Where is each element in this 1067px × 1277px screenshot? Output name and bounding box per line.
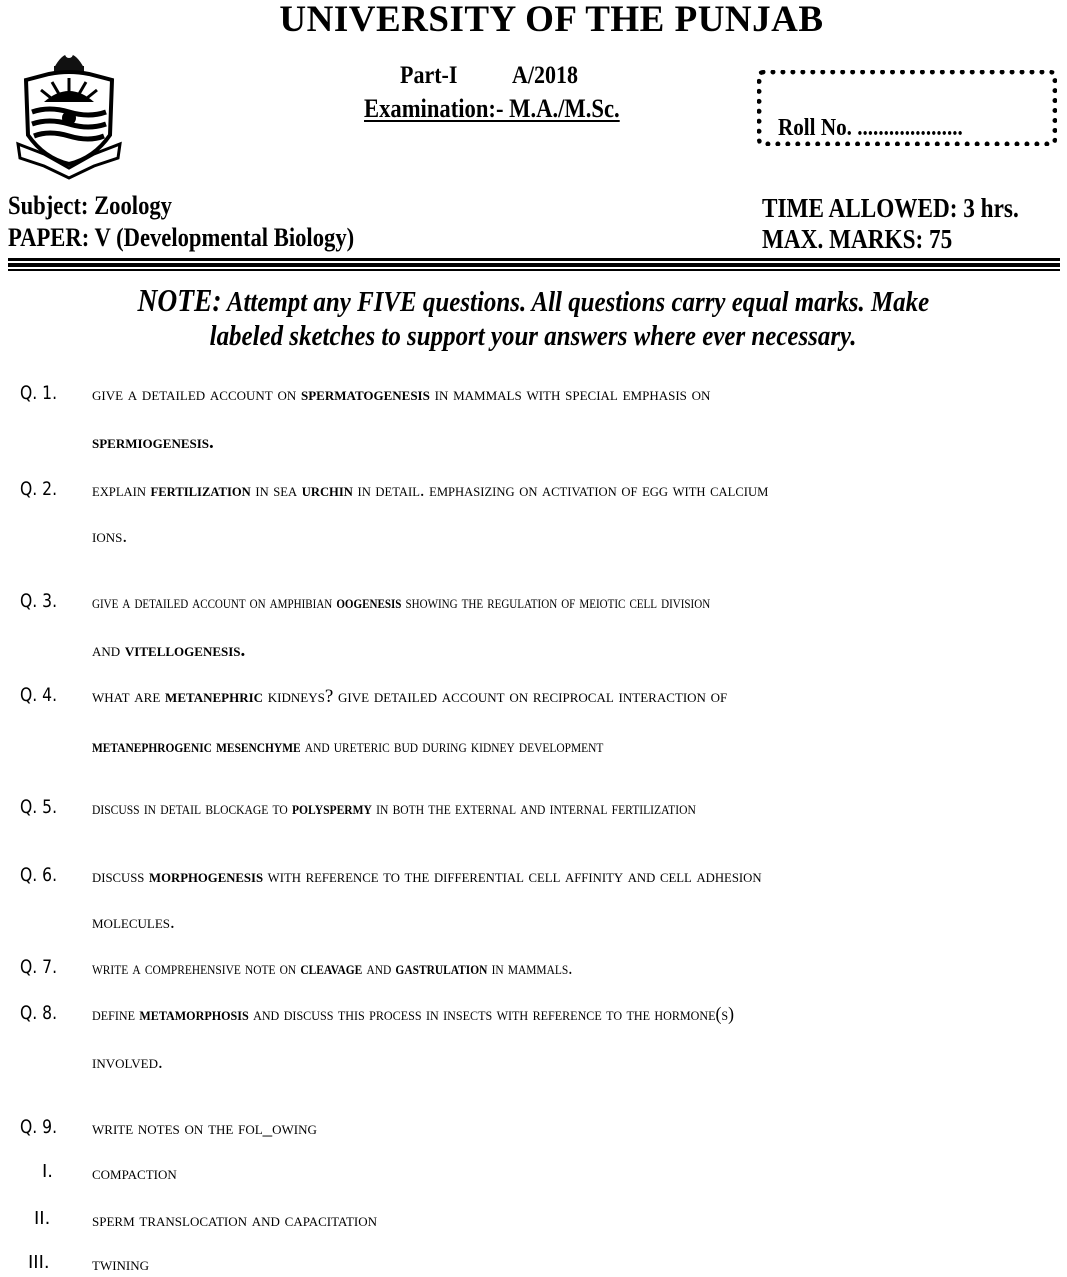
question-number: Q. 5. <box>20 796 58 818</box>
question-text: define <box>92 1004 140 1025</box>
exam-part: Part-I <box>400 62 458 89</box>
question-text-line <box>92 798 696 820</box>
header-divider <box>8 263 1060 267</box>
part-session <box>400 62 578 90</box>
question-text-line <box>92 912 175 934</box>
question-number: Q. 4. <box>20 684 58 706</box>
question-keyword: oogenesis <box>336 592 402 613</box>
question-text: in detail. emphasizing on activation of egg with calcium <box>352 480 769 501</box>
question-text: in mammals. <box>487 958 573 979</box>
header-divider <box>8 258 1060 261</box>
note-line-2: labeled sketches to support your answers where ever necessary. <box>210 320 857 352</box>
question-number: Q. 3. <box>20 590 58 612</box>
instructions-note <box>0 283 1067 353</box>
note-label: NOTE: <box>137 282 222 318</box>
question-text: what are <box>92 686 166 707</box>
question-keyword: metanephric <box>165 686 264 707</box>
question-text-line <box>92 1118 317 1140</box>
question-number: Q. 2. <box>20 478 58 500</box>
question-text: write a comprehensive note on <box>92 958 301 979</box>
sub-item-number: III. <box>28 1252 50 1273</box>
question-text: discuss <box>92 866 150 887</box>
question-keyword: urchin <box>301 480 353 501</box>
question-keyword: metanephrogenic mesenchyme <box>92 736 301 757</box>
question-text: write notes on the fol_owing <box>92 1118 317 1139</box>
question-text: molecules. <box>92 912 175 933</box>
question-text-line <box>92 686 727 708</box>
examination-title: Examination:- M.A./M.Sc. <box>364 94 620 123</box>
question-text-line <box>92 958 572 980</box>
question-keyword: spermatogenesis <box>301 384 430 405</box>
question-text-line <box>92 1052 163 1074</box>
question-text: explain <box>92 480 151 501</box>
question-text: discuss in detail blockage to <box>92 798 292 819</box>
question-keyword: polyspermy <box>291 798 372 819</box>
sub-item-number: II. <box>34 1208 51 1229</box>
question-text-line <box>92 866 762 888</box>
question-text: in sea <box>250 480 302 501</box>
note-line-1: Attempt any FIVE questions. All questions carry equal marks. Make <box>221 286 930 318</box>
question-text: give a detailed account on amphibian <box>92 592 337 613</box>
question-text: and discuss this process in insects with reference to the hormone(s) <box>248 1004 735 1025</box>
question-keyword: vitellogenesis. <box>124 640 246 661</box>
question-text-line <box>92 384 710 406</box>
question-text-line <box>92 640 245 662</box>
question-number: Q. 7. <box>20 956 58 978</box>
question-text: showing the regulation of meiotic cell division <box>401 592 711 613</box>
header-divider <box>8 269 1060 271</box>
question-keyword: spermiogenesis. <box>92 432 214 453</box>
question-text: involved. <box>92 1052 163 1073</box>
question-text: ions. <box>92 526 128 547</box>
question-keyword: fertilization <box>150 480 251 501</box>
time-allowed: TIME ALLOWED: 3 hrs. <box>762 193 1019 223</box>
question-number: Q. 8. <box>20 1002 58 1024</box>
crest-icon <box>14 40 124 180</box>
question-text: with reference to the differential cell affinity and cell adhesion <box>263 866 762 887</box>
max-marks: MAX. MARKS: 75 <box>762 224 953 254</box>
question-text: and ureteric bud during kidney development <box>300 736 604 757</box>
question-text: in both the external and internal fertilization <box>371 798 696 819</box>
question-text-line <box>92 526 127 548</box>
sub-item-text: twining <box>92 1254 150 1275</box>
question-text-line <box>92 480 768 502</box>
sub-item-text: compaction <box>92 1163 177 1184</box>
question-text: give a detailed account on <box>92 384 302 405</box>
question-keyword: morphogenesis <box>149 866 264 887</box>
question-text: kidneys? give detailed account on reciprocal interaction of <box>263 686 728 707</box>
question-number: Q. 6. <box>20 864 58 886</box>
question-text-line <box>92 1004 734 1026</box>
exam-session: A/2018 <box>511 62 578 89</box>
university-title: UNIVERSITY OF THE PUNJAB <box>279 0 824 40</box>
question-keyword: gastrulation <box>395 958 488 979</box>
question-keyword: metamorphosis <box>139 1004 249 1025</box>
question-text-line <box>92 736 603 758</box>
sub-item-text: sperm translocation and capacitation <box>92 1210 378 1231</box>
question-text: in mammals with special emphasis on <box>429 384 711 405</box>
subject-block <box>8 190 354 254</box>
question-text: and <box>362 958 396 979</box>
question-number: Q. 9. <box>20 1116 58 1138</box>
roll-number-label: Roll No. .................... <box>778 115 963 141</box>
time-marks-block <box>762 193 1019 255</box>
question-text: and <box>92 640 125 661</box>
question-text-line <box>92 432 214 454</box>
question-number: Q. 1. <box>20 382 58 404</box>
sub-item-number: I. <box>42 1161 54 1182</box>
paper-label: PAPER: V (Developmental Biology) <box>8 223 355 252</box>
subject-label: Subject: Zoology <box>8 191 172 220</box>
question-text-line <box>92 592 710 614</box>
university-crest-logo <box>14 40 124 180</box>
question-keyword: cleavage <box>300 958 363 979</box>
